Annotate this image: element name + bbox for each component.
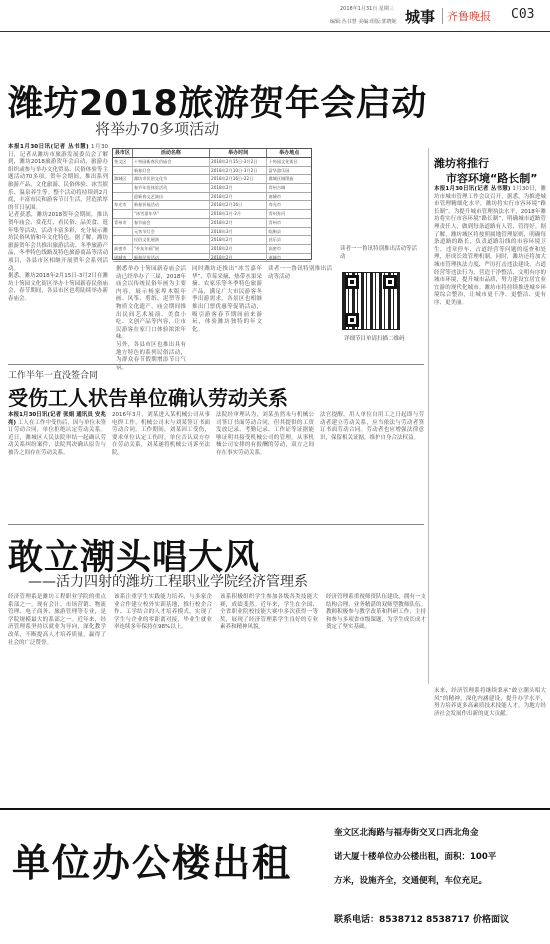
schedule-header-cell: 举办时间	[210, 149, 267, 157]
section-name: 城事	[405, 8, 436, 26]
schedule-cell: 高密市	[113, 245, 133, 253]
ad-headline: 单位办公楼出租	[12, 841, 293, 885]
schedule-cell: 寿光市	[268, 202, 282, 208]
schedule-cell	[113, 193, 133, 201]
editor-credits: 编辑:丛书慧 美编:组版:郭晓妮	[330, 19, 397, 25]
schedule-header-cell: 举办地点	[279, 150, 300, 156]
schedule-cell: 2018年2月	[210, 254, 267, 262]
schedule-row	[113, 210, 311, 219]
article3-subhead: ——活力四射的潍坊工程职业学院经济管理系	[28, 574, 308, 590]
schedule-cell: 青州市	[113, 219, 133, 227]
schedule-cell: 潍城区城隍庙	[268, 176, 294, 182]
article2-col3	[216, 412, 314, 520]
article3-col4	[326, 594, 426, 802]
schedule-row	[113, 167, 311, 176]
schedule-cell: 临朐县	[268, 228, 282, 234]
article3-body-col1: 经济管理系是潍坊工程职业学院的重点系部之一，现有会计、市场营销、物流管理、电子商务、旅游管理等专业，是学院规模最大的系部之一。近年来，经济管理系坚持以就业为导向，深化教学改革，不断提高人才培养质量，赢得了社会的广泛赞誉。	[8, 594, 106, 646]
schedule-cell: 2018年3月	[210, 228, 267, 236]
article2-headline: 受伤工人状告单位确认劳动关系	[8, 386, 288, 410]
schedule-cell: 2018年2月16日-22日	[210, 175, 267, 183]
schedule-cell: 新春灯会	[133, 167, 210, 175]
schedule-cell	[113, 184, 133, 192]
schedule-cell	[113, 228, 133, 236]
schedule-row	[113, 254, 311, 263]
schedule-cell: 2018年2月	[210, 184, 267, 192]
schedule-cell: 2018年2月16日	[210, 201, 267, 209]
article1-headline: 潍坊2018旅游贺年会启动	[8, 84, 427, 124]
schedule-header-row	[113, 149, 311, 158]
schedule-cell: 奎文区	[113, 158, 133, 166]
schedule-cell	[113, 236, 133, 244]
qr-finder-corner	[345, 275, 359, 289]
article3-col3	[220, 594, 318, 802]
schedule-cell	[113, 167, 133, 175]
article1-body-col4: 读者一一鲁讯特别推出活动等活动	[268, 266, 332, 280]
schedule-row	[113, 175, 311, 184]
schedule-row	[113, 245, 311, 254]
article1-body-col1c: 据悉，潍坊2018年2月15日-3月2日在潍坊十笏园文化街区举办十笏园新春民俗庙会，春节期间，各县市区也将陆续举办新春庙会。	[8, 273, 108, 302]
ad-line-2: 诺大厦十楼单位办公楼出租，面积：100平	[334, 852, 497, 862]
article1-subhead: 将举办70多项活动	[95, 120, 220, 138]
article1-body-col2b: 另外，各县市区也推出具有地方特色的系列民俗活动，为群众春节假期增添节日气氛。	[116, 341, 186, 371]
article1-col2	[116, 266, 186, 371]
schedule-cell: 诸城市	[113, 254, 133, 262]
schedule-header-cell: 活动名称	[133, 149, 210, 157]
schedule-cell: 2018年2月	[210, 245, 267, 253]
article2-kicker: 工作半年一直没签合同	[8, 371, 99, 381]
article2-body-col1: 工人在工作中受伤后，因与单位未签订劳动合同，单位拒绝认定劳动关系。近日，潍城区人民法院审结一起确认劳动关系纠纷案件，法院判决确认原告与被告之间存在劳动关系。	[8, 419, 106, 456]
article1-dateline: 本报1月30日讯(记者 丛书慧)	[8, 144, 89, 150]
schedule-header-cell: 县市区	[113, 149, 133, 157]
qr-finder-corner	[345, 313, 359, 327]
schedule-body	[113, 158, 311, 262]
schedule-cell: “冰雪嘉年华”	[133, 210, 210, 218]
article3-body-col2: 该系注重学生实践能力培养，与多家企业合作建立校外实训基地，推行校企合作、工学结合的人才培养模式，实现了学生与企业的零距离对接，毕业生就业率连续多年保持在98%以上。	[114, 594, 212, 631]
schedule-cell: 十笏园新春民俗庙会	[133, 158, 210, 166]
article3-body-col3: 该系积极组织学生参加各级各类技能大赛，成绩斐然。近年来，学生在全国、全省职业院校技能大赛中多次获得一等奖，展现了经济管理系学生良好的专业素养和精神风貌。	[220, 594, 318, 631]
issue-date: 2018年1月31日 星期三	[340, 6, 394, 12]
schedule-row	[113, 228, 311, 237]
schedule-cell: 2018年2月	[210, 193, 267, 201]
schedule-cell: 青州市	[268, 219, 282, 225]
schedule-cell: 青州古城	[268, 185, 286, 191]
schedule-cell: 2018年2月	[210, 236, 267, 244]
article2-body-col4: 法官提醒，用人单位自用工之日起即与劳动者建立劳动关系，应当依法与劳动者签订书面劳动合同。劳动者也应增强法律意识，保留相关证据，维护自身合法权益。	[320, 412, 424, 441]
schedule-cell: 青州弥河	[268, 211, 286, 217]
section-divider	[8, 524, 424, 525]
article2-col2	[112, 412, 210, 520]
article1-body-col1b: 记者获悉，潍坊2018贺年会期间，推出贺年庙会、赏花灯、看民俗、品美食、逛年集等活动，活动丰富多彩，充分展示潍坊民俗风情和年文化特色。据了解，潍坊旅游贺年会共推出旅游活动、冬季旅游产品，冬季特色线路及特色旅游商品等活动项目，各县市区相继开展贺年会系列活动。	[8, 212, 108, 272]
schedule-cell: 民俗文化展演	[133, 236, 210, 244]
schedule-cell: 春节年俗体验活动	[133, 184, 210, 192]
schedule-cell: 2018年1月-2月	[210, 210, 267, 218]
newspaper-logo: 齐鲁晚报	[447, 10, 491, 23]
schedule-cell: 2018年2月	[210, 219, 267, 227]
article2-col1	[8, 412, 106, 520]
schedule-cell: “扑灰年画”展	[133, 245, 210, 253]
section-divider	[8, 364, 424, 365]
qr-finder-corner	[383, 275, 397, 289]
schedule-cell: 2018年2月15日-3月2日	[210, 158, 267, 166]
qr-note: 详细节目单请扫描二维码	[344, 336, 405, 342]
article3-col2	[114, 594, 212, 802]
article1-col3	[192, 266, 262, 362]
schedule-table	[112, 148, 312, 260]
sidebar-body: 1月30日，潍坊市城市管理工作会议召开，据悉，为推进城市管理精细化水平，潍坊将实行市容环境“路长制”。为提升城市管理执法水平，2018年潍坊将实行市容环境“路长制”，明确城市道路管理责任人，做到每条道路有人管、管得好。据了解，潍坊城区将按照属地管理原则，明确每条道路的路长，负责道路沿线的市容环境卫生、违章停车、占道经营等问题的巡查和处理，形成长效管理机制。同时，潍坊还将加大城市管理执法力度，严厉打击违法建设、占道经营等违法行为，营造干净整洁、文明有序的城市环境，提升城市品质，努力建设宜居宜业宜游的现代化城市。潍坊市将持续推进城乡环境综合整治，让城市更干净、更整洁、更有序、更美丽。	[434, 186, 546, 306]
article3-body-col4: 经济管理系重视师资队伍建设，拥有一支结构合理、业务精湛的双师型教师队伍。教师积极参与教学改革和科研工作，主持和参与多项省市级课题，为学生成长成才奠定了坚实基础。	[326, 594, 426, 631]
schedule-cell: 春节庙会	[133, 219, 210, 227]
schedule-cell: 潍坊市民俗文化节	[133, 175, 210, 183]
article3-body-col5: 未来，经济管理系将继续秉承“敢立潮头唱大风”的精神，深化内涵建设，提升办学水平，努力培养更多高素质技术技能人才，为地方经济社会发展作出新的更大贡献。	[434, 688, 546, 717]
article1-body-col1: 1月30日，记者从潍坊市旅游发展委员会了解到，潍坊2018旅游贺年会启动，旅游办组织或参与举办文化贸易、民俗体验等主题活动70多项。贺年会期间，推出系列旅游产品，文化旅游、民俗体验、冰雪娱乐、温泉养生等。整个活动将持续到2月底，丰富市民和游客节日生活，营造浓厚的节日氛围。	[8, 144, 109, 211]
article2-body-col2: 2016年3月，刘某进入某机械公司从事电焊工作，机械公司未与刘某签订书面劳动合同。工作期间，刘某因工受伤，要求单位认定工伤时，单位否认双方存在劳动关系，刘某遂将机械公司诉至法院。	[112, 412, 210, 456]
article2-col4	[320, 412, 424, 520]
schedule-cell: 诸城市	[268, 254, 282, 260]
page-header	[0, 0, 550, 32]
schedule-cell: 十笏园文化街区	[268, 159, 298, 164]
article3-col1	[8, 594, 106, 802]
schedule-row	[113, 193, 311, 202]
schedule-cell: 新春祈福活动	[133, 201, 210, 209]
schedule-row	[113, 201, 311, 210]
sidebar-dateline: 本报1月30日讯(记者 丛书慧)	[434, 186, 511, 192]
schedule-row	[113, 158, 311, 167]
header-divider	[442, 8, 443, 24]
schedule-cell: 高密市	[268, 245, 282, 251]
schedule-cell: 富华游乐园	[268, 167, 290, 173]
article1-col4	[268, 266, 332, 362]
schedule-cell: 昌乐县	[268, 237, 282, 243]
ad-line-1: 奎文区北海路与福寿街交叉口西北角金	[334, 828, 479, 838]
sidebar-title-line1: 潍坊将推行	[434, 157, 489, 170]
article2-dateline: 本报1月30日讯(记者 张娟 通讯员 安兆亮)	[8, 412, 106, 426]
article2-body-col3: 法院经审理认为，刘某虽然未与机械公司签订书面劳动合同，但其提供的工资发放记录、考勤记录、工作证等证据能够证明其接受机械公司的管理，从事机械公司安排的有报酬的劳动，双方之间存在事实劳动关系。	[216, 412, 314, 456]
schedule-cell: 元宵节灯会	[133, 228, 210, 236]
article3-headline: 敢立潮头唱大风	[8, 538, 261, 578]
article3-col5	[434, 688, 546, 802]
article1-body-col3: 同时潍坊还推出“冰雪嘉年华”、草莓采摘、热带水果采摘、农家乐等冬季特色旅游产品，满足广大市民游客冬季出游需求。各景区也相继推出门票优惠等促销活动，吸引游客春节期间前来游玩，体验潍坊独特的年文化。	[192, 266, 262, 333]
sidebar-title-line2: 市容环境“路长制”	[446, 172, 538, 185]
page-number: C03	[511, 7, 535, 22]
sidebar-article	[434, 186, 546, 682]
schedule-cell: 迎新春文艺演出	[133, 193, 210, 201]
article1-body-col2: 据悉举办十笏园新春庙会活动已经举办了三届，2018年庙会以传统民俗年画为主要内容，展示杨家埠木版年画、风筝、剪纸、泥塑等非物质文化遗产，庙会期间推出民间艺术展演、美食小吃、文创产品等内容，让市民游客在家门口体验浓浓年味。	[116, 266, 186, 341]
schedule-cell: 2018年2月10日-3月2日	[210, 167, 267, 175]
schedule-cell: 新春民俗活动	[133, 254, 210, 262]
schedule-cell: 潍城区	[113, 175, 133, 183]
schedule-row	[113, 219, 311, 228]
classified-ad	[0, 808, 550, 944]
qr-code-icon[interactable]	[342, 272, 400, 330]
qr-caption: 读者一一鲁讯特别推出活动等活动	[340, 246, 418, 260]
ad-phone: 联系电话：8538712 8538717 价格面议	[334, 915, 509, 925]
article1-col1	[8, 144, 108, 362]
schedule-cell: 寿光市	[113, 201, 133, 209]
ad-line-3: 方米，设施齐全，交通便利，车位充足。	[334, 876, 488, 886]
column-divider	[428, 148, 429, 684]
schedule-cell	[113, 210, 133, 218]
schedule-row	[113, 184, 311, 193]
schedule-row	[113, 236, 311, 245]
schedule-cell: 诸城市	[268, 193, 282, 199]
